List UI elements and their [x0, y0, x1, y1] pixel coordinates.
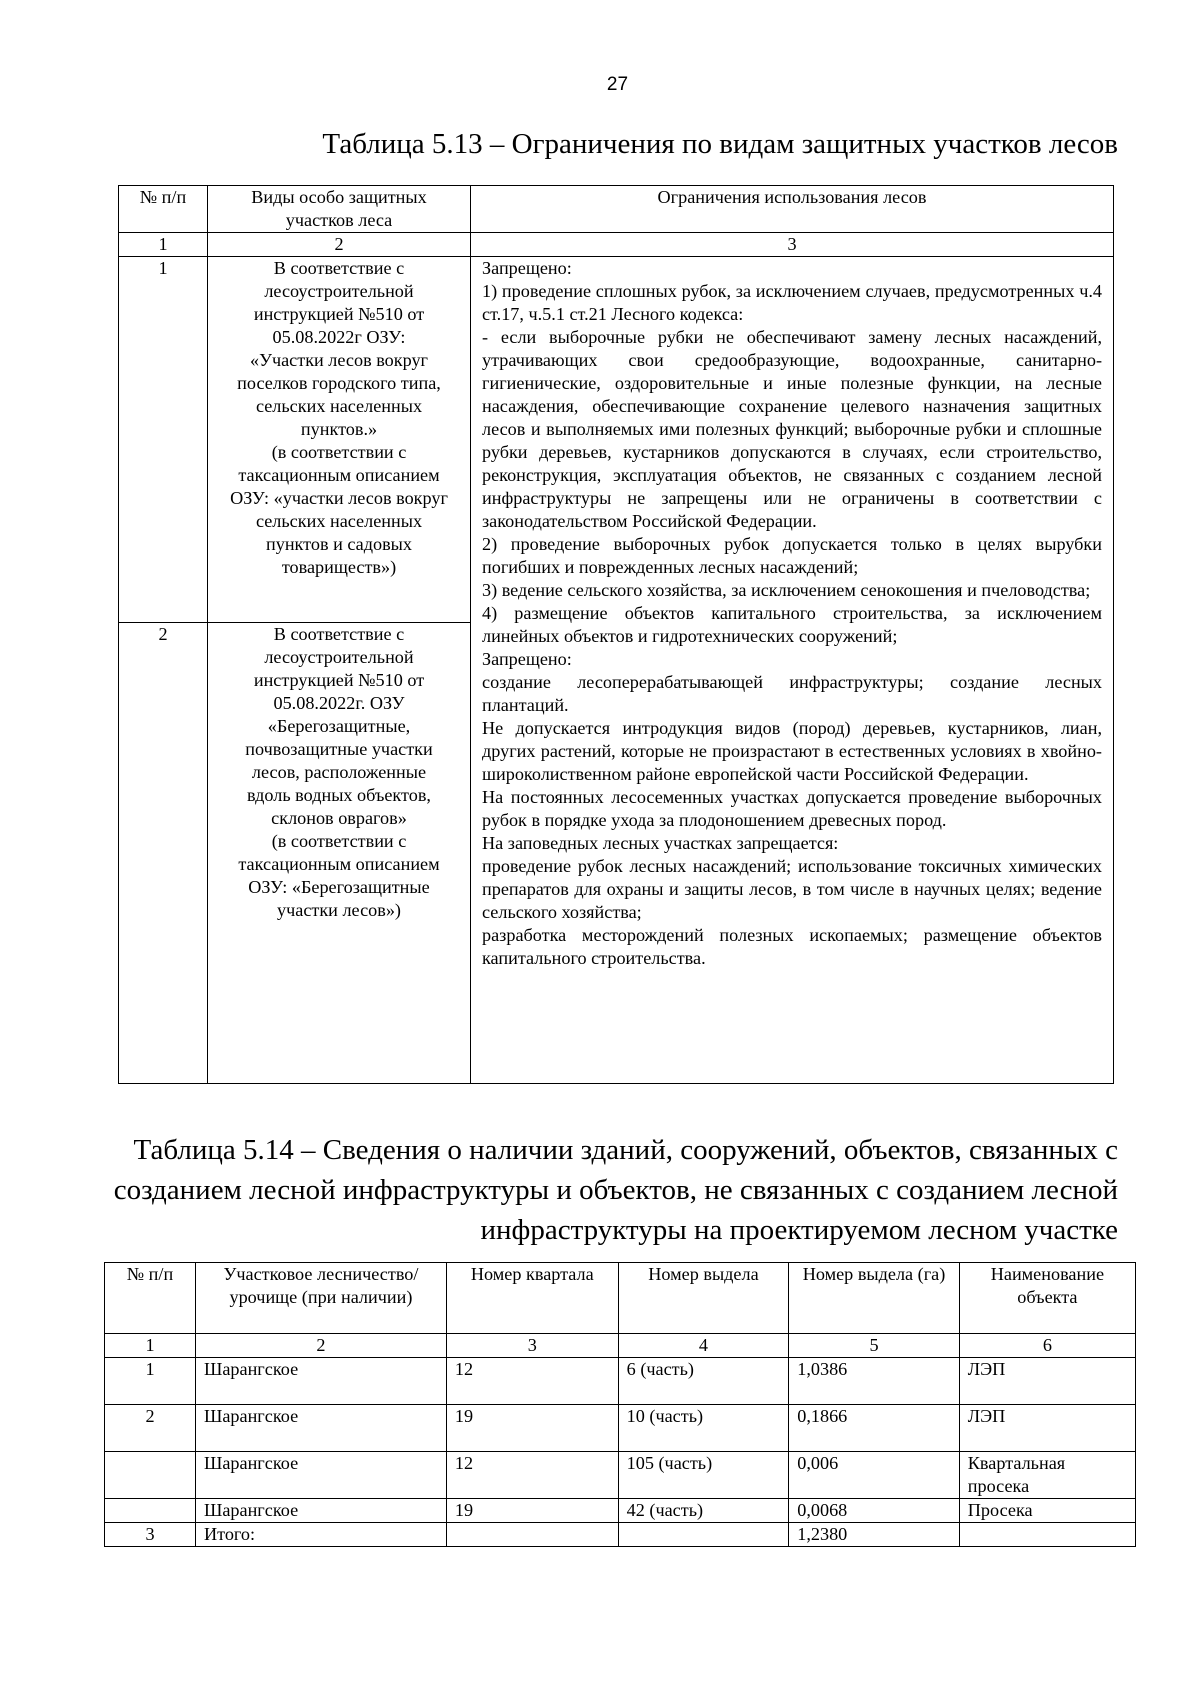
table-5-13	[118, 185, 1114, 1084]
object-cell: Квартальная просека	[959, 1452, 1135, 1499]
restrictions-cell	[471, 257, 1114, 1084]
header-cell-area: Номер выдела (га)	[789, 1263, 960, 1334]
header-cell-quarter: Номер квартала	[446, 1263, 618, 1334]
forestry-cell: Итого:	[195, 1523, 446, 1547]
forestry-cell: Шарангское	[195, 1452, 446, 1499]
area-cell: 1,0386	[789, 1358, 960, 1405]
page-number: 27	[606, 74, 629, 95]
header-cell-restrictions: Ограничения использования лесов	[471, 186, 1114, 233]
restriction-text: - если выборочные рубки не обеспечивают замену лесных насаждений, утрачивающих свои средообразующие, водоохранные, санитарно-гигиенические, оздоровительные и иные полезные функции, на лесные насаждения, обеспечивающие сохранение целевого назначения защитных лесов и выполняемых ими полезных функций; выборочные рубки и сплошные рубки деревьев, кустарников допускаются в случаях, если строительство, реконструкция, эксплуатация объектов, не связанных с созданием лесной инфраструктуры не запрещены или не ограничены в соответствии с законодательством Российской Федерации.	[482, 327, 1102, 531]
forestry-cell: Шарангское	[195, 1358, 446, 1405]
section-cell: 6 (часть)	[618, 1358, 789, 1405]
header-cell-object: Наименование объекта	[959, 1263, 1135, 1334]
restriction-text: создание лесоперерабатывающей инфраструктуры; создание лесных плантаций.	[482, 672, 1102, 715]
column-number: 1	[105, 1334, 196, 1358]
object-cell: ЛЭП	[959, 1405, 1135, 1452]
table-row	[105, 1358, 1136, 1405]
section-cell	[618, 1523, 789, 1547]
table-total-row	[105, 1523, 1136, 1547]
row-number	[105, 1452, 196, 1499]
section-cell: 42 (часть)	[618, 1499, 789, 1523]
header-cell-number: № п/п	[105, 1263, 196, 1334]
area-cell: 0,1866	[789, 1405, 960, 1452]
restriction-text: 1) проведение сплошных рубок, за исключением случаев, предусмотренных ч.4 ст.17, ч.5.1 ст.21 Лесного кодекса:	[482, 281, 1102, 324]
column-number: 1	[119, 233, 208, 257]
row-number: 2	[105, 1405, 196, 1452]
column-number: 2	[195, 1334, 446, 1358]
header-cell-forestry: Участковое лесничество/урочище (при наличии)	[195, 1263, 446, 1334]
column-number-row	[119, 233, 1114, 257]
restriction-text: Не допускается интродукция видов (пород) деревьев, кустарников, лиан, других растений, которые не произрастают в естественных условиях в хвойно- широколиственном районе европейской части Российской Федерации.	[482, 718, 1102, 784]
table-row	[119, 257, 1114, 623]
area-cell: 1,2380	[789, 1523, 960, 1547]
area-cell: 0,0068	[789, 1499, 960, 1523]
header-cell-number: № п/п	[119, 186, 208, 233]
section-cell: 105 (часть)	[618, 1452, 789, 1499]
table-row	[105, 1405, 1136, 1452]
table-5-14-caption: Таблица 5.14 – Сведения о наличии зданий, сооружений, объектов, связанных с созданием лесной инфраструктуры и объектов, не связанных с созданием лесной инфраструктуры на проектируемом лесном участке	[113, 1134, 1118, 1246]
column-number: 3	[471, 233, 1114, 257]
quarter-cell: 12	[446, 1452, 618, 1499]
quarter-cell: 19	[446, 1499, 618, 1523]
object-cell	[959, 1523, 1135, 1547]
forestry-cell: Шарангское	[195, 1405, 446, 1452]
row-number: 2	[119, 623, 208, 1084]
forest-type-cell: В соответствие с лесоустроительной инструкцией №510 от 05.08.2022г ОЗУ: «Участки лесов вокруг поселков городского типа, сельских населенных пунктов.» (в соответствии с таксационным описанием ОЗУ: «участки лесов вокруг сельских населенных пунктов и садовых товариществ»)	[208, 257, 471, 623]
header-cell-type: Виды особо защитных участков леса	[208, 186, 471, 233]
object-cell: ЛЭП	[959, 1358, 1135, 1405]
table-row	[105, 1499, 1136, 1523]
table-5-13-caption: Таблица 5.13 – Ограничения по видам защитных участков лесов	[322, 128, 1118, 160]
row-number	[105, 1499, 196, 1523]
restriction-text: На постоянных лесосеменных участках допускается проведение выборочных рубок в порядке ухода за плодоношением древесных пород.	[482, 787, 1102, 830]
column-number: 5	[789, 1334, 960, 1358]
restriction-text: 3) ведение сельского хозяйства, за исключением сенокошения и пчеловодства;	[482, 580, 1091, 600]
column-number: 3	[446, 1334, 618, 1358]
table-row	[105, 1452, 1136, 1499]
column-number: 2	[208, 233, 471, 257]
table-header-row	[105, 1263, 1136, 1334]
table-5-14	[104, 1262, 1136, 1547]
row-number: 3	[105, 1523, 196, 1547]
column-number: 4	[618, 1334, 789, 1358]
restriction-text: разработка месторождений полезных ископаемых; размещение объектов капитального строительства.	[482, 925, 1102, 968]
row-number: 1	[105, 1358, 196, 1405]
forest-type-cell: В соответствие с лесоустроительной инструкцией №510 от 05.08.2022г. ОЗУ «Берегозащитные, почвозащитные участки лесов, расположенные вдоль водных объектов, склонов оврагов» (в соответствии с таксационным описанием ОЗУ: «Берегозащитные участки лесов»)	[208, 623, 471, 1084]
restriction-text: Запрещено:	[482, 258, 572, 278]
restriction-text: Запрещено:	[482, 649, 572, 669]
quarter-cell: 12	[446, 1358, 618, 1405]
restriction-text: На заповедных лесных участках запрещается:	[482, 833, 839, 853]
header-cell-section: Номер выдела	[618, 1263, 789, 1334]
table-header-row	[119, 186, 1114, 233]
area-cell: 0,006	[789, 1452, 960, 1499]
row-number: 1	[119, 257, 208, 623]
object-cell: Просека	[959, 1499, 1135, 1523]
column-number: 6	[959, 1334, 1135, 1358]
quarter-cell: 19	[446, 1405, 618, 1452]
column-number-row	[105, 1334, 1136, 1358]
section-cell: 10 (часть)	[618, 1405, 789, 1452]
restriction-text: проведение рубок лесных насаждений; использование токсичных химических препаратов для охраны и защиты лесов, в том числе в научных целях; ведение сельского хозяйства;	[482, 856, 1102, 922]
quarter-cell	[446, 1523, 618, 1547]
forestry-cell: Шарангское	[195, 1499, 446, 1523]
restriction-text: 4) размещение объектов капитального строительства, за исключением линейных объектов и гидротехнических сооружений;	[482, 603, 1102, 646]
restriction-text: 2) проведение выборочных рубок допускается только в целях вырубки погибших и поврежденных лесных насаждений;	[482, 534, 1102, 577]
